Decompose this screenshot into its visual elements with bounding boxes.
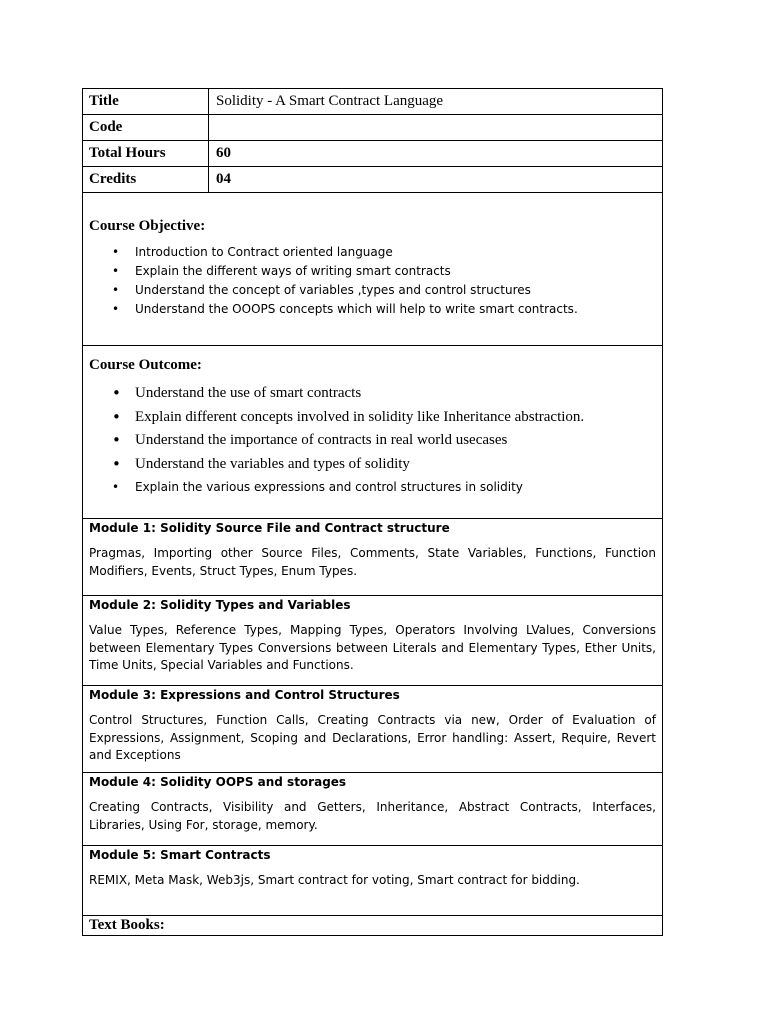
- objective-item: • Introduction to Contract oriented language: [89, 243, 656, 262]
- course-objective-section: [83, 193, 662, 346]
- text-books-section: [83, 916, 662, 936]
- module-title: Module 3: Expressions and Control Structures: [89, 688, 400, 702]
- objective-item: • Understand the concept of variables ,types and control structures: [89, 281, 656, 300]
- module-5: [83, 846, 662, 916]
- course-outcome-heading: Course Outcome:: [89, 357, 202, 373]
- title-value: Solidity - A Smart Contract Language: [216, 93, 444, 109]
- title-row: [83, 89, 662, 115]
- credits-value: 04: [216, 171, 231, 187]
- objective-item: • Explain the different ways of writing smart contracts: [89, 262, 656, 281]
- module-4: [83, 773, 662, 846]
- hours-value: 60: [216, 145, 231, 161]
- module-title: Module 5: Smart Contracts: [89, 848, 271, 862]
- credits-label: Credits: [83, 167, 209, 192]
- text-books-heading: Text Books:: [89, 917, 165, 933]
- code-row: [83, 115, 662, 141]
- outcome-item: • Understand the variables and types of solidity: [89, 453, 656, 477]
- outcome-item: • Understand the importance of contracts in real world usecases: [89, 429, 656, 453]
- module-body: Control Structures, Function Calls, Creating Contracts via new, Order of Evaluation of Expressions, Assignment, Scoping and Declarations, Error handling: Assert, Require, Revert and Exceptions: [89, 713, 656, 762]
- hours-row: [83, 141, 662, 167]
- outcome-item: • Explain the various expressions and control structures in solidity: [89, 476, 656, 500]
- hours-label: Total Hours: [83, 141, 209, 166]
- module-2: [83, 596, 662, 686]
- course-outcome-section: [83, 346, 662, 519]
- credits-row: [83, 167, 662, 193]
- outcome-item: • Understand the use of smart contracts: [89, 382, 656, 406]
- module-title: Module 1: Solidity Source File and Contract structure: [89, 521, 450, 535]
- module-body: Value Types, Reference Types, Mapping Types, Operators Involving LValues, Conversions between Elementary Types Conversions between Literals and Elementary Types, Ether Units, Time Units, Special Variables and Functions.: [89, 623, 656, 672]
- title-label: Title: [83, 89, 209, 114]
- code-value: [209, 115, 662, 140]
- course-syllabus-table: [82, 88, 663, 936]
- module-3: [83, 686, 662, 773]
- module-body: Creating Contracts, Visibility and Getters, Inheritance, Abstract Contracts, Interfaces, Libraries, Using For, storage, memory.: [89, 800, 656, 832]
- module-body: REMIX, Meta Mask, Web3js, Smart contract for voting, Smart contract for bidding.: [89, 873, 580, 887]
- module-title: Module 4: Solidity OOPS and storages: [89, 775, 347, 789]
- module-1: [83, 519, 662, 596]
- course-objective-heading: Course Objective:: [89, 218, 206, 234]
- objective-list: [89, 243, 656, 319]
- module-body: Pragmas, Importing other Source Files, Comments, State Variables, Functions, Function Modifiers, Events, Struct Types, Enum Types.: [89, 546, 656, 578]
- outcome-list: [89, 382, 656, 500]
- outcome-item: • Explain different concepts involved in solidity like Inheritance abstraction.: [89, 406, 656, 430]
- code-label: Code: [83, 115, 209, 140]
- objective-item: • Understand the OOOPS concepts which will help to write smart contracts.: [89, 300, 656, 319]
- module-title: Module 2: Solidity Types and Variables: [89, 598, 351, 612]
